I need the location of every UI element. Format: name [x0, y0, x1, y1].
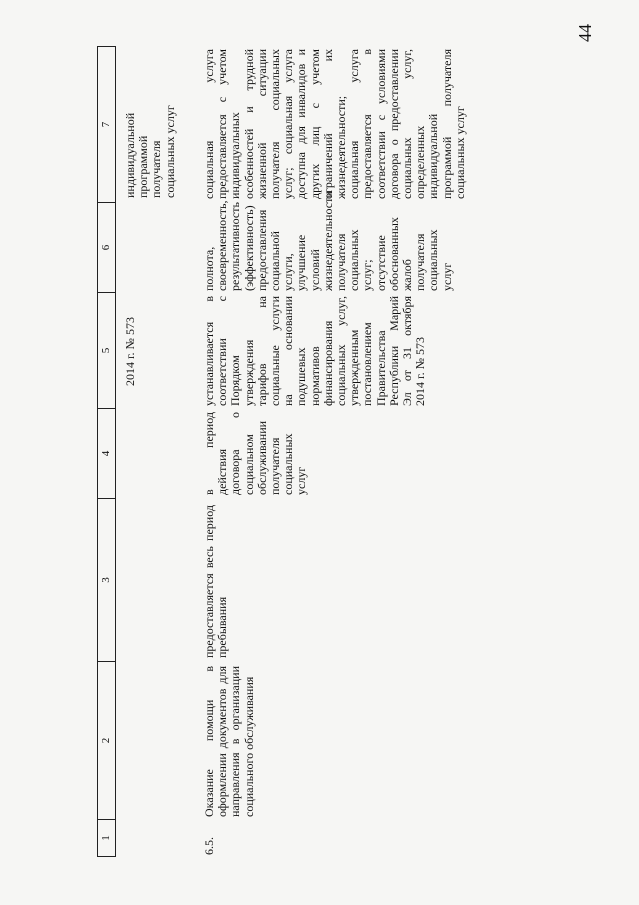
- table-header-row: [97, 46, 116, 857]
- header-col-3: 3: [98, 498, 115, 661]
- service-conditions: социальная услуга предоставляется с учетом индивидуальных особенностей и трудной жизненной ситуации получателя социальных услуг; социальная услуга доступна для инвалидов и других лиц с учетом ограничений их жизнедеятельности; социальная услуга предоставляется в соответствии с условиями договора о предоставлении социальных услуг, определенных индивидуальной программой получателя социальных услуг: [202, 49, 467, 199]
- quality-indicators: полнота, своевременность, результативность (эффективность) предоставления социальной услуги, улучшение условий жизнедеятельности получателя социальных услуг; отсутствие обоснованных жалоб получателя социальных услуг: [202, 191, 454, 291]
- continuation-cost: 2014 г. № 573: [123, 316, 137, 387]
- header-col-6: 6: [98, 202, 115, 292]
- service-name: Оказание помощи в оформлении документов для направления в организации социального обслуживания: [202, 666, 256, 817]
- continuation-conditions: индивидуальной программой получателя социальных услуг: [123, 105, 177, 198]
- header-col-7: 7: [98, 46, 115, 202]
- service-period: предоставляется весь период пребывания: [202, 505, 230, 658]
- service-cost: устанавливается в соответствии с Порядком утверждения тарифов на социальные услуги на основании подушевых нормативов финансирования социальных услуг, утвержденным постановлением Правительства Республики Марий Эл от 31 октября 2014 г. № 573: [202, 296, 428, 406]
- page-number: 44: [575, 24, 595, 42]
- header-col-1: 1: [98, 819, 115, 857]
- header-col-4: 4: [98, 408, 115, 498]
- row-number: 6.5.: [202, 837, 216, 855]
- header-col-2: 2: [98, 661, 115, 819]
- header-col-5: 5: [98, 292, 115, 408]
- service-term: в период действия договора о социальном обслуживании получателя социальных услуг: [202, 412, 309, 495]
- rotated-table: [97, 46, 630, 857]
